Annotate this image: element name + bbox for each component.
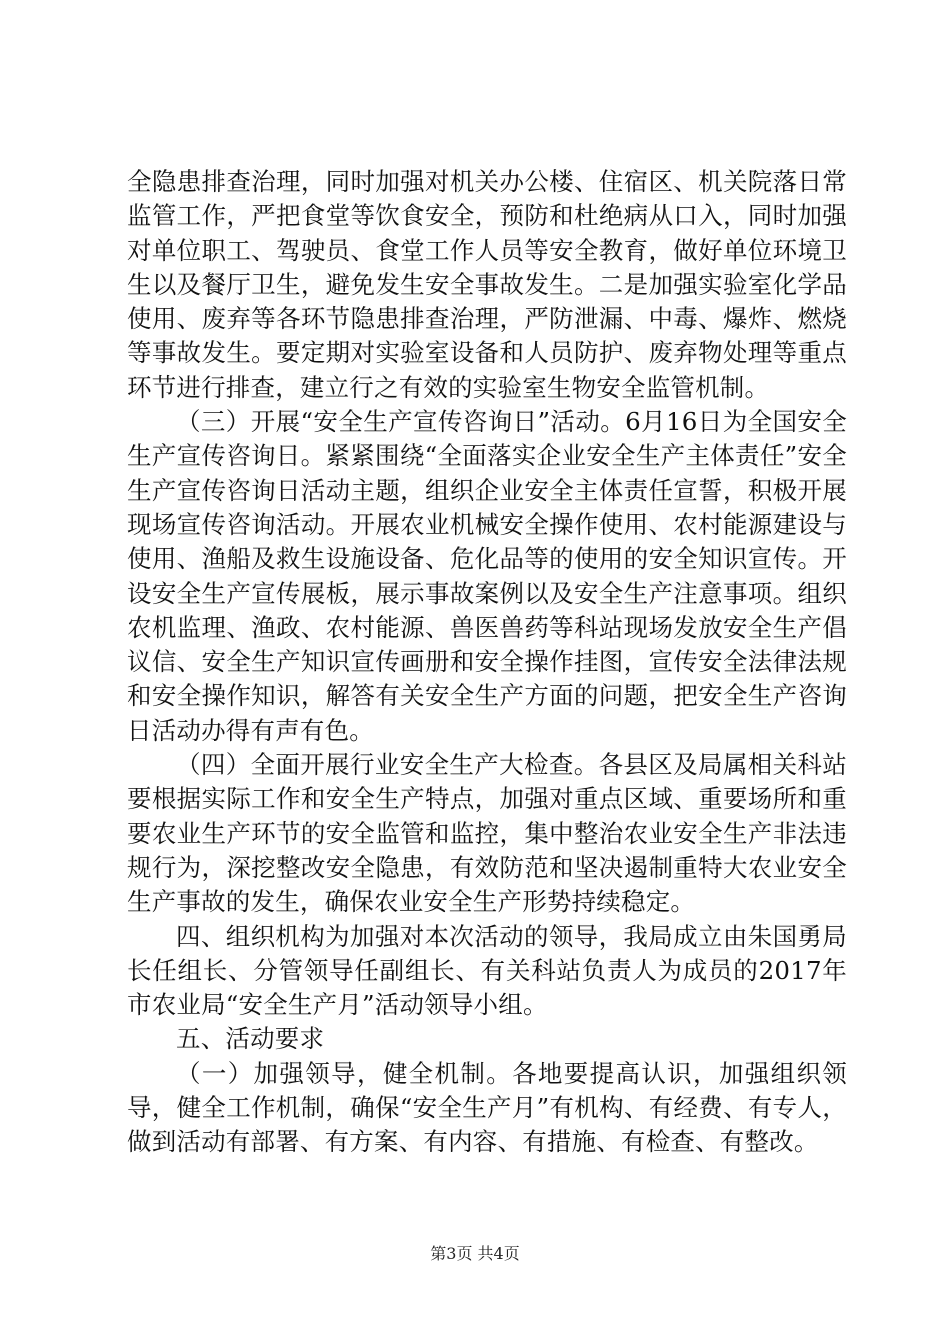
heading-activity-requirements: 五、活动要求 [176, 1024, 325, 1054]
page-number-footer: 第3页 共4页 [430, 1244, 520, 1263]
paragraph-continued: 全隐患排查治理，同时加强对机关办公楼、住宿区、机关院落日常监管工作，严把食堂等饮食安全，预防和杜绝病从口入，同时加强对单位职工、驾驶员、食堂工作人员等安全教育，做好单位环境卫生以及餐厅卫生，避免发生安全事故发生。二是加强实验室化学品使用、废弃等各环节隐患排查治理，严防泄漏、中毒、爆炸、燃烧等事故发生。要定期对实验室设备和人员防护、废弃物处理等重点环节进行排查，建立行之有效的实验室生物安全监管机制。 [127, 167, 847, 402]
paragraph-organization: 四、组织机构为加强对本次活动的领导，我局成立由朱国勇局长任组长、分管领导任副组长、有关科站负责人为成员的2017年市农业局“安全生产月”活动领导小组。 [127, 921, 847, 1020]
paragraph-requirement-1: （一）加强领导，健全机制。各地要提高认识，加强组织领导，健全工作机制，确保“安全生产月”有机构、有经费、有专人，做到活动有部署、有方案、有内容、有措施、有检查、有整改。 [127, 1058, 847, 1157]
document-body [127, 165, 847, 1160]
paragraph-section-4: （四）全面开展行业安全生产大检查。各县区及局属相关科站要根据实际工作和安全生产特点，加强对重点区域、重要场所和重要农业生产环节的安全监管和监控，集中整治农业安全生产非法违规行为，深挖整改安全隐患，有效防范和坚决遏制重特大农业安全生产事故的发生，确保农业安全生产形势持续稳定。 [127, 750, 847, 917]
paragraph-section-3: （三）开展“安全生产宣传咨询日”活动。6月16日为全国安全生产宣传咨询日。紧紧围绕“全面落实企业安全生产主体责任”安全生产宣传咨询日活动主题，组织企业安全主体责任宣誓，积极开展现场宣传咨询活动。开展农业机械安全操作使用、农村能源建设与使用、渔船及救生设施设备、危化品等的使用的安全知识宣传。开设安全生产宣传展板，展示事故案例以及安全生产注意事项。组织农机监理、渔政、农村能源、兽医兽药等科站现场发放安全生产倡议信、安全生产知识宣传画册和安全操作挂图，宣传安全法律法规和安全操作知识，解答有关安全生产方面的问题，把安全生产咨询日活动办得有声有色。 [127, 407, 847, 745]
